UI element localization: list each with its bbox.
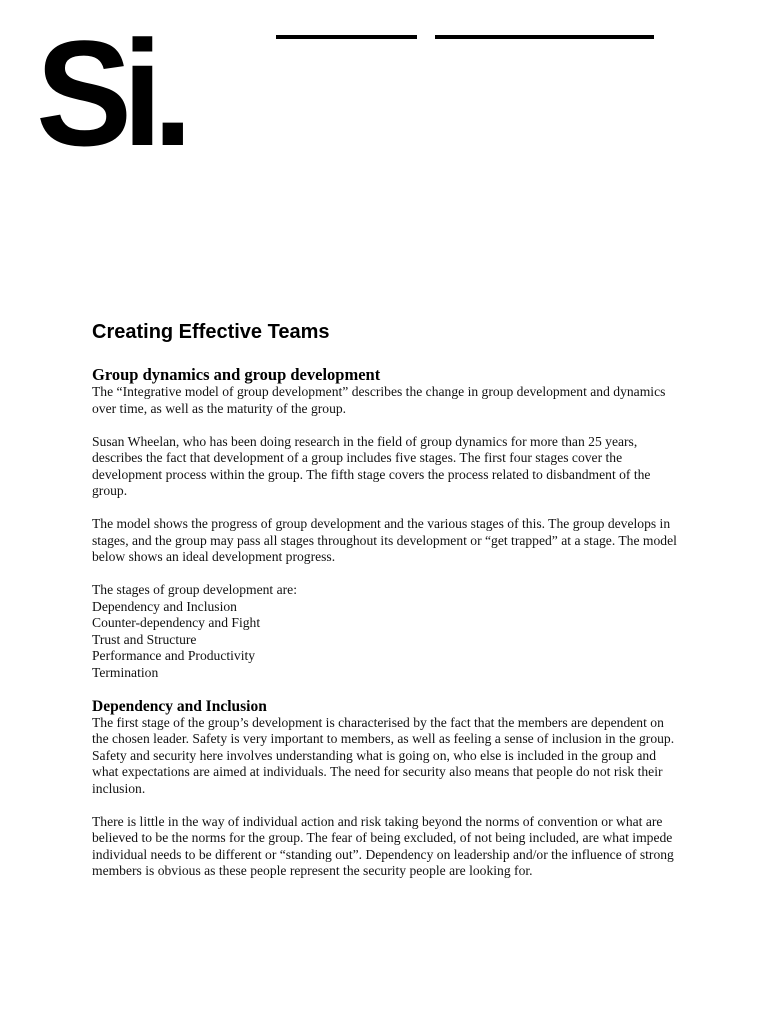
paragraph: The first stage of the group’s development is characterised by the fact that the members are dependent on the chosen leader. Safety is very important to members, as well as feeling a sense of inclusion in the group. Safety and security here involves understanding what is going on, who else is included in the group and what expectations are aimed at individuals. The need for security also means that people do not risk their inclusion. [92, 714, 675, 796]
header-divider-left [276, 35, 417, 39]
list-item: Performance and Productivity [92, 648, 256, 663]
paragraph: Susan Wheelan, who has been doing research in the field of group dynamics for more than 25 years, describes the fact that development of a group includes five stages. The first four stages cover the development process within the group. The fifth stage covers the process related to disbandment of the group. [92, 433, 651, 498]
section-heading-dependency-inclusion: Dependency and Inclusion [92, 697, 267, 715]
list-item: Counter-dependency and Fight [92, 615, 261, 630]
list-item: Dependency and Inclusion [92, 598, 237, 614]
paragraph: The “Integrative model of group development” describes the change in group development and dynamics over time, as well as the maturity of the group. [92, 384, 666, 416]
paragraph: The model shows the progress of group development and the various stages of this. The group develops in stages, and the group may pass all stages throughout its development or “get trapped” at a stage. The model below shows an ideal development progress. [92, 516, 677, 564]
document-title: Creating Effective Teams [92, 321, 330, 343]
document-body [92, 318, 682, 896]
stages-intro: The stages of group development are: [92, 582, 297, 597]
section-heading-group-dynamics: Group dynamics and group development [92, 365, 381, 384]
stages-list [92, 599, 682, 682]
paragraph: There is little in the way of individual action and risk taking beyond the norms of convention or what are believed to be the norms for the group. The fear of being excluded, of not being included, are what impede individual needs to be different or “standing out”. Dependency on leadership and/or the influence of strong members is obvious as these people represent the security people are looking for. [92, 813, 674, 878]
list-item: Trust and Structure [92, 631, 197, 647]
list-item: Termination [92, 664, 159, 680]
brand-logo: Si. [36, 9, 184, 177]
header-divider-right [435, 35, 654, 39]
